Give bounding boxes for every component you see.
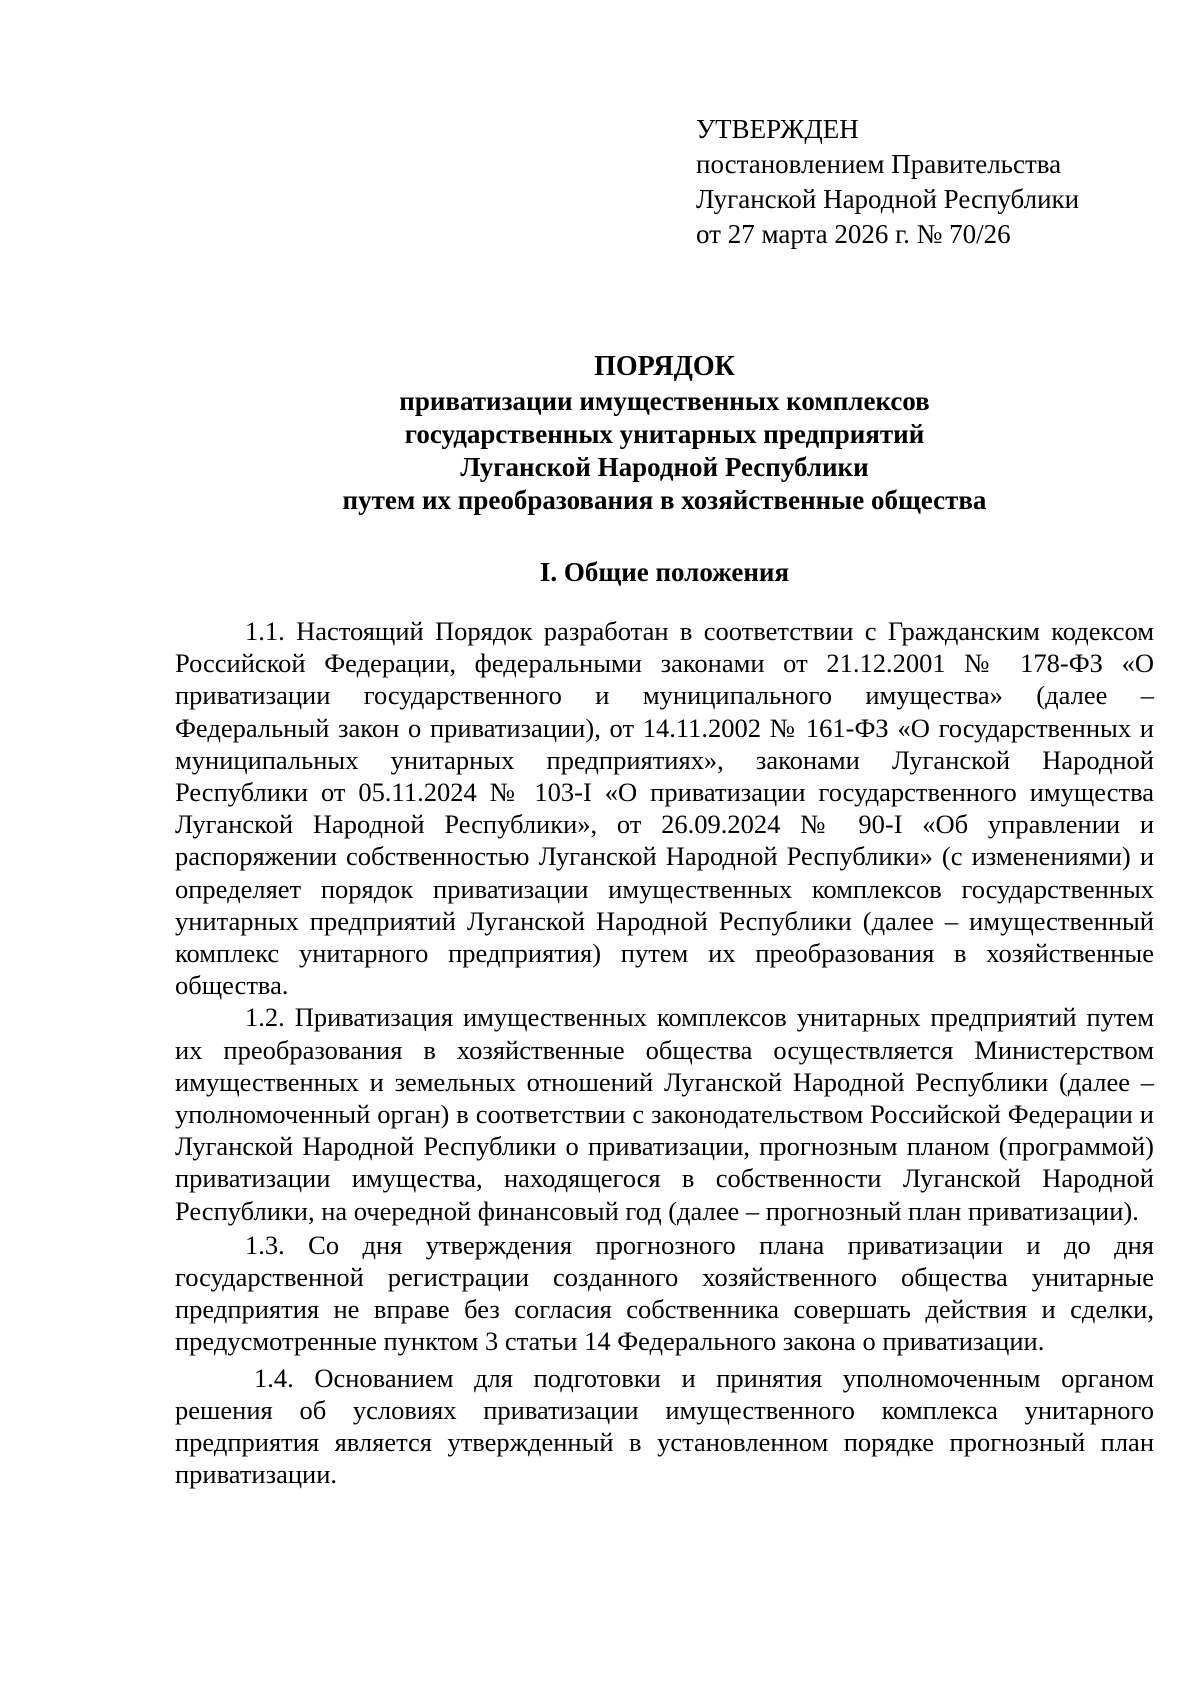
approval-heading: УТВЕРЖДЕН xyxy=(696,114,859,144)
paragraph-1-4: 1.4. Основанием для подготовки и принятия уполномоченным органом решения об условиях приватизации имущественного комплекса унитарного предприятия является утвержденный в установленном порядке прогнозный план приватизации. xyxy=(175,1362,1154,1490)
paragraph-1-3: 1.3. Со дня утверждения прогнозного плана приватизации и до дня государственной регистрации созданного хозяйственного общества унитарные предприятия не вправе без согласия собственника совершать действия и сделки, предусмотренные пунктом 3 статьи 14 Федерального закона о приватизации. xyxy=(175,1229,1154,1357)
approval-line-republic: Луганской Народной Республики xyxy=(696,184,1080,214)
section-heading: I. Общие положения xyxy=(539,557,790,587)
approval-line-resolution: постановлением Правительства xyxy=(696,149,1062,179)
paragraph-1-1: 1.1. Настоящий Порядок разработан в соответствии с Гражданским кодексом Российской Федерации, федеральными законами от 21.12.2001 № 178-ФЗ «О приватизации государственного и муниципального имущества» (далее – Федеральный закон о приватизации), от 14.11.2002 № 161-ФЗ «О государственных и муниципальных унитарных предприятиях», законами Луганской Народной Республики от 05.11.2024 № 103-I «О приватизации государственного имущества Луганской Народной Республики», от 26.09.2024 № 90-I «Об управлении и распоряжении собственностью Луганской Народной Республики» (с изменениями) и определяет порядок приватизации имущественных комплексов государственных унитарных предприятий Луганской Народной Республики (далее – имущественный комплекс унитарного предприятия) путем их преобразования в хозяйственные общества. xyxy=(175,616,1154,1001)
document-title-line: государственных унитарных предприятий xyxy=(404,419,925,449)
paragraph-1-2: 1.2. Приватизация имущественных комплексов унитарных предприятий путем их преобразования в хозяйственные общества осуществляется Министерством имущественных и земельных отношений Луганской Народной Республики (далее – уполномоченный орган) в соответствии с законодательством Российской Федерации и Луганской Народной Республики о приватизации, прогнозным планом (программой) приватизации имущества, находящегося в собственности Луганской Народной Республики, на очередной финансовый год (далее – прогнозный план приватизации). xyxy=(175,1002,1154,1226)
document-title-line: Луганской Народной Республики xyxy=(460,452,869,482)
approval-line-date-number: от 27 марта 2026 г. № 70/26 xyxy=(696,219,1011,249)
document-body xyxy=(175,615,1154,1490)
document-title xyxy=(172,349,1157,517)
document-title-line: приватизации имущественных комплексов xyxy=(399,386,930,416)
approval-stamp-block xyxy=(696,112,1079,252)
document-title-main: ПОРЯДОК xyxy=(594,351,735,382)
document-title-line: путем их преобразования в хозяйственные общества xyxy=(342,485,987,515)
